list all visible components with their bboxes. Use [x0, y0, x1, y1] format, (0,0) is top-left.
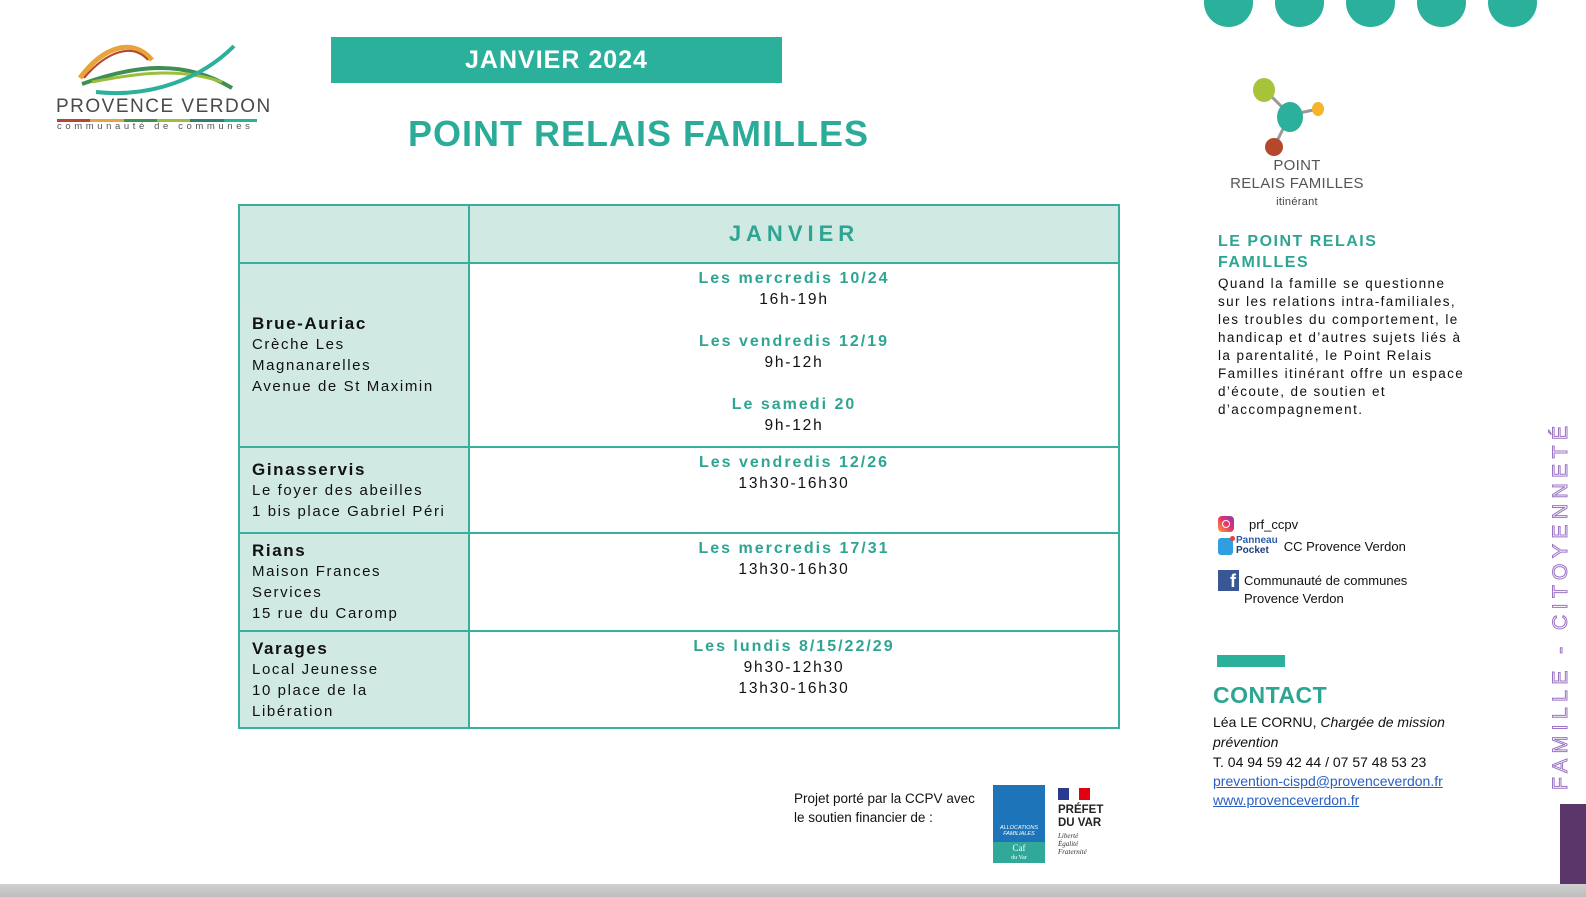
- instagram-link[interactable]: [1218, 516, 1298, 532]
- purple-accent-bar: [1560, 804, 1586, 884]
- french-flag-icon: [1058, 788, 1090, 800]
- contact-person: [1213, 712, 1473, 752]
- slots-cell: [469, 631, 1119, 728]
- slot-day: Les vendredis 12/26: [698, 454, 890, 471]
- instagram-handle: prf_ccpv: [1249, 516, 1299, 532]
- caf-name: Caf: [1012, 843, 1026, 853]
- location-cell: [239, 533, 469, 631]
- caf-logo: [993, 785, 1045, 863]
- logo-subtitle: communauté de communes: [57, 121, 254, 132]
- location-line: Magnanarelles: [252, 357, 372, 374]
- facebook-link[interactable]: [1218, 570, 1407, 608]
- slot-day: Les vendredis 12/19: [698, 333, 890, 350]
- facebook-name: [1244, 572, 1407, 608]
- time-slot: [470, 394, 1118, 436]
- about-title-line: LE POINT RELAIS: [1218, 233, 1378, 250]
- slot-time: 9h30-12h30: [743, 659, 845, 676]
- facebook-line: Communauté de communes: [1244, 573, 1408, 588]
- time-slot: [470, 538, 1118, 580]
- caf-logo-bottom: [993, 842, 1045, 863]
- dot-icon: [1488, 0, 1537, 27]
- caf-region: du Var: [1011, 855, 1027, 861]
- contact-divider: [1217, 655, 1285, 667]
- contact-body: [1213, 712, 1473, 810]
- location-line: Avenue de St Maximin: [252, 378, 434, 395]
- location-cell: [239, 447, 469, 533]
- table-row: [239, 263, 1119, 447]
- caf-logo-top: [993, 785, 1045, 842]
- caf-top-text: ALLOCATIONS FAMILIALES: [999, 825, 1039, 837]
- slots-cell: [469, 447, 1119, 533]
- hills-logo-icon: [72, 38, 242, 96]
- table-row: [239, 533, 1119, 631]
- location-cell: [239, 631, 469, 728]
- instagram-icon: [1218, 516, 1234, 532]
- slots-cell: [469, 533, 1119, 631]
- prefet-line: PRÉFET: [1058, 804, 1104, 816]
- slot-time: 16h-19h: [759, 291, 829, 308]
- molecule-icon: [1252, 75, 1342, 157]
- time-slot: [470, 636, 1118, 699]
- panneau-pocket-icon: [1218, 536, 1278, 556]
- slot-day: Le samedi 20: [731, 396, 857, 413]
- slot-time: 9h-12h: [764, 354, 824, 371]
- decorative-dots: [1204, 0, 1537, 27]
- page-title: POINT RELAIS FAMILLES: [408, 113, 870, 154]
- slot-time: 13h30-16h30: [738, 680, 850, 697]
- header-empty-cell: [239, 205, 469, 263]
- funding-line: le soutien financier de :: [794, 810, 933, 825]
- dot-icon: [1417, 0, 1466, 27]
- about-title: [1218, 231, 1418, 273]
- pp-word: Pocket: [1236, 545, 1269, 556]
- location-line: Services: [252, 584, 323, 601]
- location-line: Crèche Les: [252, 336, 345, 353]
- time-slot: [470, 452, 1118, 494]
- town-name: Varages: [252, 638, 329, 658]
- slot-day: Les mercredis 10/24: [698, 270, 890, 287]
- location-line: Maison Frances: [252, 563, 382, 580]
- prf-logo-text: [1222, 157, 1372, 211]
- website-link[interactable]: www.provenceverdon.fr: [1213, 792, 1360, 808]
- month-banner: JANVIER 2024: [331, 37, 782, 83]
- dot-icon: [1346, 0, 1395, 27]
- panneau-pocket-link[interactable]: [1218, 536, 1406, 556]
- funding-line: Projet porté par la CCPV avec: [794, 791, 975, 806]
- prefet-logo: [1058, 788, 1118, 856]
- about-title-line: FAMILLES: [1218, 254, 1310, 271]
- town-name: Ginasservis: [252, 459, 366, 479]
- prefet-motto: [1058, 832, 1118, 856]
- contact-phone: T. 04 94 59 42 44 / 07 57 48 53 23: [1213, 754, 1427, 770]
- slot-day: Les mercredis 17/31: [698, 540, 890, 557]
- point-relais-familles-logo: [1222, 75, 1372, 215]
- slot-time: 13h30-16h30: [738, 475, 850, 492]
- location-line: 15 rue du Caromp: [252, 605, 399, 622]
- facebook-icon: f: [1218, 570, 1239, 591]
- time-slot: [470, 268, 1118, 310]
- slots-cell: [469, 263, 1119, 447]
- location-line: 1 bis place Gabriel Péri: [252, 502, 446, 520]
- pp-word: Panneau: [1236, 535, 1278, 546]
- prf-line: RELAIS FAMILLES: [1230, 175, 1364, 192]
- contact-role: Chargée de mission prévention: [1213, 714, 1445, 750]
- table-row: [239, 447, 1119, 533]
- viewer-bottom-edge: [0, 884, 1586, 897]
- motto-line: Liberté: [1058, 832, 1079, 840]
- location-line: 10 place de la: [252, 681, 368, 699]
- time-slot: [470, 331, 1118, 373]
- facebook-line: Provence Verdon: [1244, 591, 1344, 606]
- motto-line: Fraternité: [1058, 848, 1087, 856]
- location-line: Le foyer des abeilles: [252, 481, 424, 499]
- prf-line: POINT: [1273, 157, 1321, 174]
- funding-note: [794, 789, 975, 827]
- table-header-row: [239, 205, 1119, 263]
- about-body: Quand la famille se questionne sur les relations intra-familiales, les troubles du comportement, le handicap et d’autres sujets liés à la parentalité, le Point Relais Familles itinérant offre un espace d’écoute, de soutien et d’accompagnement.: [1218, 276, 1465, 417]
- panneau-pocket-name: CC Provence Verdon: [1283, 538, 1406, 554]
- logo-title: PROVENCE VERDON: [56, 96, 272, 117]
- contact-title: CONTACT: [1213, 682, 1328, 708]
- schedule-table: [238, 204, 1120, 729]
- contact-email-link[interactable]: prevention-cispd@provenceverdon.fr: [1213, 773, 1443, 789]
- slot-day: Les lundis 8/15/22/29: [693, 638, 895, 655]
- slot-time: 13h30-16h30: [738, 561, 850, 578]
- prefet-title: [1058, 804, 1118, 830]
- location-cell: [239, 263, 469, 447]
- town-name: Brue-Auriac: [252, 314, 367, 333]
- contact-name: Léa LE CORNU,: [1213, 714, 1317, 730]
- location-line: Local Jeunesse: [252, 660, 379, 678]
- table-row: [239, 631, 1119, 728]
- side-label: FAMILLE - CITOYENNETÉ: [1549, 420, 1572, 790]
- dot-icon: [1275, 0, 1324, 27]
- town-name: Rians: [252, 541, 307, 560]
- header-month: JANVIER: [469, 205, 1119, 263]
- motto-line: Égalité: [1058, 840, 1079, 848]
- provence-verdon-logo: [52, 38, 272, 133]
- prf-line: itinérant: [1276, 196, 1318, 208]
- slot-time: 9h-12h: [764, 417, 824, 434]
- location-line: Libération: [252, 702, 334, 720]
- dot-icon: [1204, 0, 1253, 27]
- prefet-line: DU VAR: [1058, 817, 1102, 829]
